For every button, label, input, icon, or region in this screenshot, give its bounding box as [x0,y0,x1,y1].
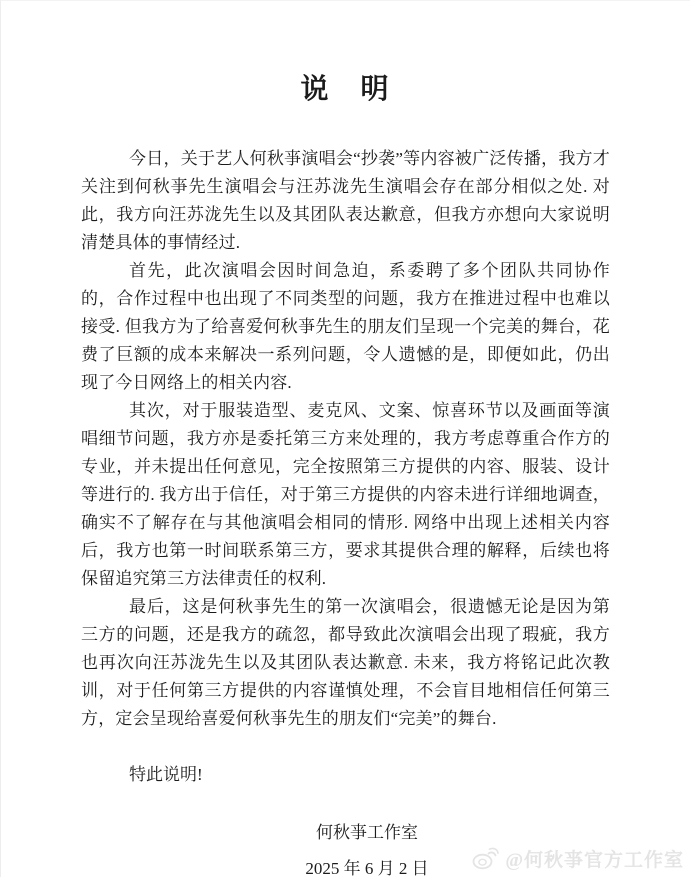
signature-name: 何秋亊工作室 [316,823,418,842]
paragraph-1: 今日，关于艺人何秋亊演唱会“抄袭”等内容被广泛传播，我方才关注到何秋亊先生演唱会与汪苏泷先生演唱会存在部分相似之处. 对此，我方向汪苏泷先生以及其团队表达歉意，但我方亦想向大家说明清楚具体的事情经过. [81,149,610,252]
closing-line: 特此说明! [129,765,203,784]
watermark-text: @何秋亊官方工作室 [505,850,684,871]
document-body [81,145,610,733]
weibo-icon [472,847,499,870]
signature-block [242,819,492,877]
paragraph-3: 其次，对于服装造型、麦克风、文案、惊喜环节以及画面等演唱细节问题，我方亦是委托第三方来处理的，我方考虑尊重合作方的专业，并未提出任何意见，完全按照第三方提供的内容、服装、设计等进行的. 我方出于信任，对于第三方提供的内容未进行详细地调查，确实不了解存在与其他演唱会相同的情形. 网络中出现上述相关内容后，我方也第一时间联系第三方，要求其提供合理的解释，后续也将保留追究第三方法律责任的权利. [81,401,610,588]
signature-date: 2025 年 6 月 2 日 [305,859,429,877]
paragraph-2: 首先，此次演唱会因时间急迫，系委聘了多个团队共同协作的，合作过程中也出现了不同类型的问题，我方在推进过程中也难以接受. 但我方为了给喜爱何秋亊先生的朋友们呈现一个完美的舞台，花费了巨额的成本来解决一系列问题，令人遗憾的是，即便如此，仍出现了今日网络上的相关内容. [81,261,610,392]
document-title: 说 明 [300,74,391,105]
watermark [472,845,684,872]
paragraph-4: 最后，这是何秋亊先生的第一次演唱会，很遗憾无论是因为第三方的问题，还是我方的疏忽，都导致此次演唱会出现了瑕疵，我方也再次向汪苏泷先生以及其团队表达歉意. 未来，我方将铭记此次教训，对于任何第三方提供的内容谨慎处理，不会盲目地相信任何第三方，定会呈现给喜爱何秋亊先生的朋友们“完美”的舞台. [81,597,610,728]
